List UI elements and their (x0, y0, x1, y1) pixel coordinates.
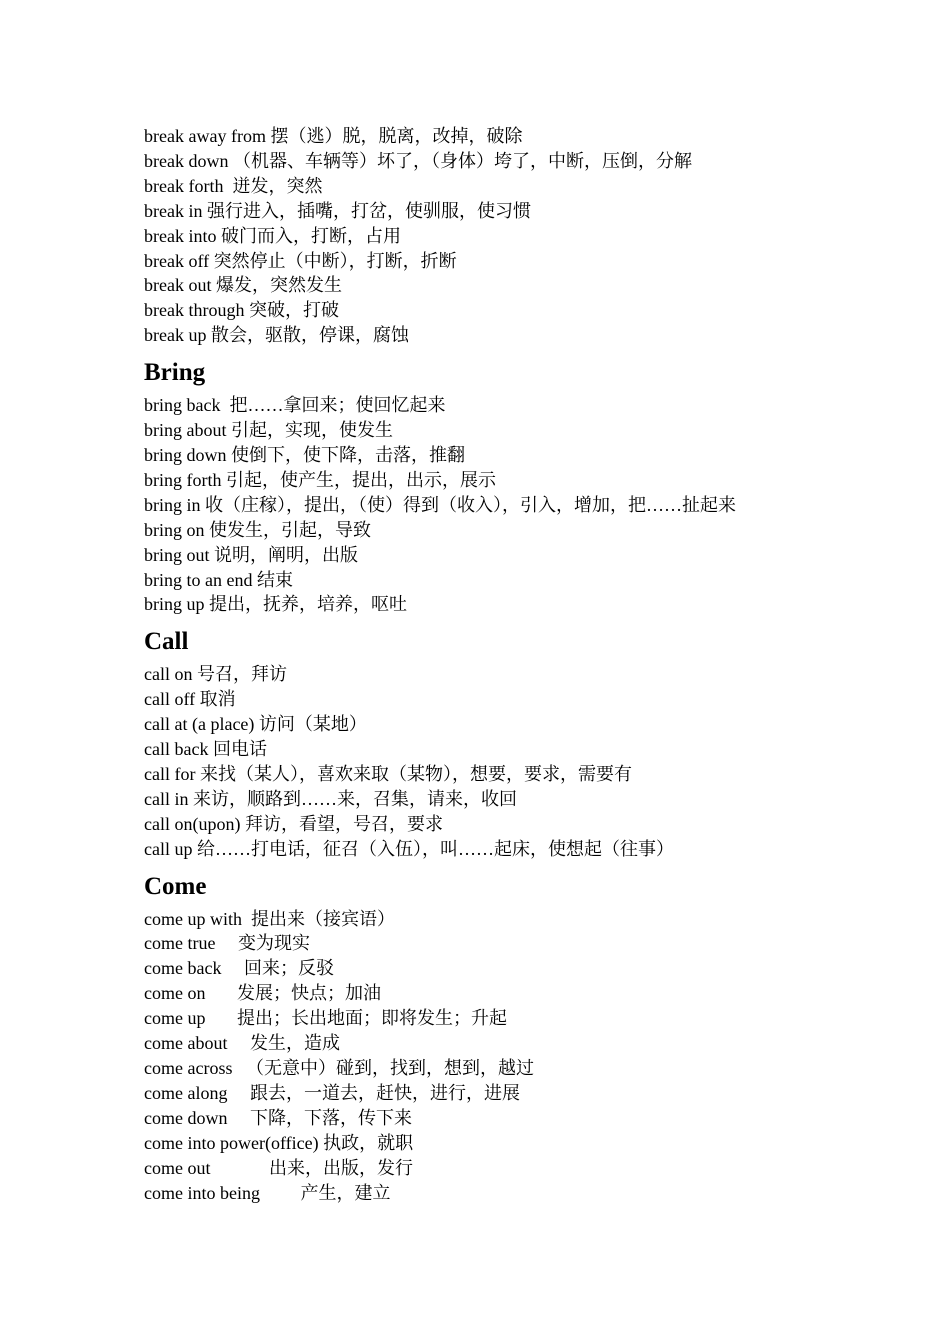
entry-line: break out 爆发，突然发生 (144, 275, 342, 296)
entry-line: come into being 产生，建立 (144, 1182, 391, 1203)
section-heading: Call (144, 628, 189, 656)
entry-line: break in 强行进入，插嘴，打岔，使驯服，使习惯 (144, 200, 531, 221)
entry-line: come up with 提出来（接宾语） (144, 908, 395, 929)
entry-line: break forth 迸发，突然 (144, 175, 323, 196)
entry-line: come about 发生，造成 (144, 1033, 340, 1054)
entry-line: bring down 使倒下，使下降，击落，推翻 (144, 444, 465, 465)
entry-line: break through 突破，打破 (144, 300, 339, 321)
entry-line: call at (a place) 访问（某地） (144, 714, 367, 735)
section-come (144, 872, 924, 1206)
entry-line: break off 突然停止（中断），打断，折断 (144, 250, 457, 271)
entry-line: bring forth 引起，使产生，提出，出示，展示 (144, 469, 496, 490)
entry-line: come along 跟去，一道去，赶快，进行，进展 (144, 1082, 520, 1103)
section-heading: Come (144, 872, 207, 900)
entry-line: call in 来访，顺路到……来，召集，请来，收回 (144, 788, 517, 809)
entry-line: call on(upon) 拜访，看望，号召，要求 (144, 813, 443, 834)
entry-line: call for 来找（某人），喜欢来取（某物），想要，要求，需要有 (144, 763, 632, 784)
section-call (144, 627, 924, 861)
entry-line: come on 发展；快点；加油 (144, 983, 381, 1004)
entry-line: come into power(office) 执政，就职 (144, 1132, 414, 1153)
section-bring (144, 358, 924, 617)
entry-line: bring back 把……拿回来；使回忆起来 (144, 395, 446, 416)
entry-line: bring in 收（庄稼），提出，（使）得到（收入），引入，增加，把……扯起来 (144, 494, 736, 515)
section-break (144, 124, 924, 348)
entry-line: come true 变为现实 (144, 933, 310, 954)
entry-line: bring up 提出，抚养，培养，呕吐 (144, 594, 407, 615)
entry-line: come up 提出；长出地面；即将发生；升起 (144, 1008, 507, 1029)
entry-line: bring to an end 结束 (144, 569, 293, 590)
entry-line: bring out 说明，阐明，出版 (144, 544, 358, 565)
entry-line: call back 回电话 (144, 739, 267, 760)
entry-line: break away from 摆（逃）脱，脱离，改掉，破除 (144, 126, 523, 146)
entry-line: bring about 引起，实现，使发生 (144, 420, 393, 441)
entry-line: come across （无意中）碰到，找到，想到，越过 (144, 1058, 534, 1078)
entry-line: break up 散会，驱散，停课，腐蚀 (144, 325, 409, 346)
section-heading: Bring (144, 359, 206, 387)
entry-line: bring on 使发生，引起，导致 (144, 519, 371, 540)
entry-line: break into 破门而入，打断，占用 (144, 225, 401, 246)
document-page (144, 124, 924, 1205)
entry-line: come down 下降，下落，传下来 (144, 1107, 412, 1128)
entry-line: come back 回来；反驳 (144, 958, 334, 979)
entry-line: call on 号召，拜访 (144, 664, 287, 685)
entry-line: come out 出来，出版，发行 (144, 1157, 413, 1178)
entry-line: call off 取消 (144, 689, 236, 710)
entry-line: break down （机器、车辆等）坏了，（身体）垮了，中断，压倒，分解 (144, 150, 692, 171)
entry-line: call up 给……打电话，征召（入伍），叫……起床，使想起（往事） (144, 838, 674, 859)
